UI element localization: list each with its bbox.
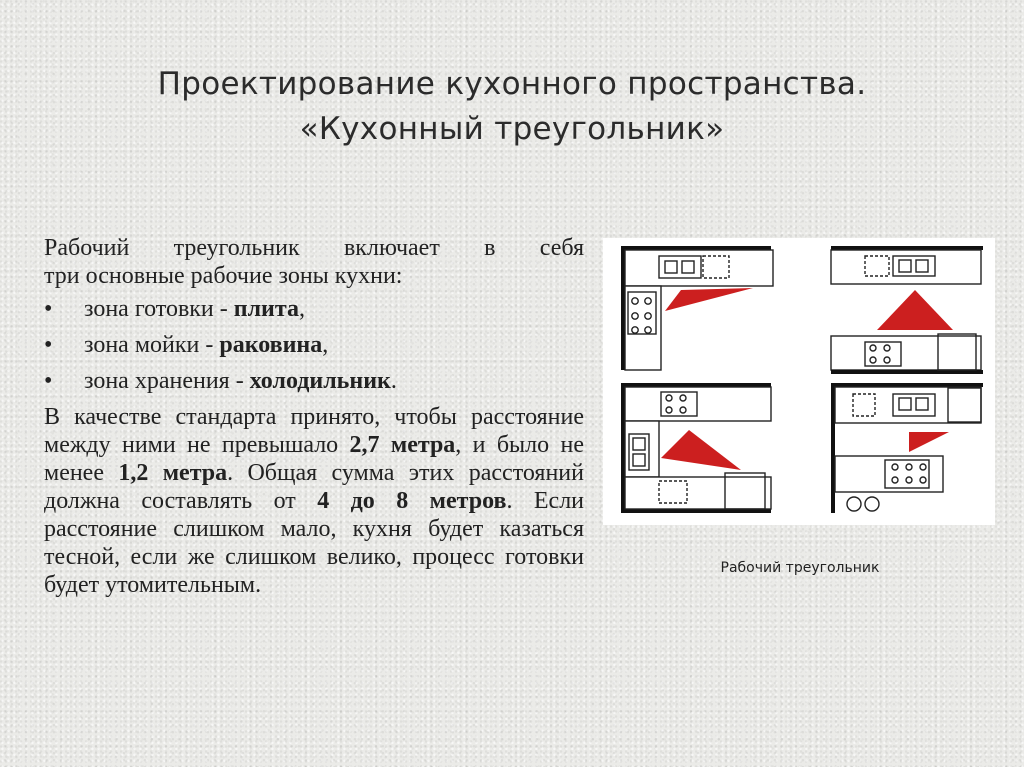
title-line-1: Проектирование кухонного пространства.: [157, 66, 867, 102]
red-triangle: [877, 290, 953, 330]
list-item-punct: ,: [322, 332, 329, 358]
total-distance: 4 до 8 метров: [317, 488, 507, 514]
list-item: [44, 295, 584, 323]
intro-line-2: три основные рабочие зоны кухни:: [44, 263, 403, 289]
paragraph-text: . Общая сумма этих расстояний должна составлять от: [44, 460, 584, 514]
list-item-bold: холодильник: [249, 368, 391, 394]
title-line-2: «Кухонный треугольник»: [299, 111, 725, 147]
layout-l-shape: [621, 246, 773, 370]
list-item: [44, 367, 584, 395]
page-title: [0, 62, 1024, 152]
list-item-bold: раковина: [219, 332, 323, 358]
layout-island: [831, 383, 983, 513]
red-triangle: [661, 430, 741, 470]
max-distance: 2,7 метра: [349, 432, 456, 458]
list-item-bold: плита: [233, 296, 299, 322]
paragraph-text: . Если расстояние слишком мало, кухня будет казаться тесной, если же слишком велико, процесс готовки будет утомительным.: [44, 488, 585, 598]
red-triangle: [665, 288, 753, 311]
paragraph-text: В качестве стандарта принято, чтобы расстояние между ними не превышало: [44, 404, 584, 458]
bullet-marker: •: [44, 368, 53, 394]
red-triangle: [909, 432, 949, 452]
zone-list: [44, 295, 584, 395]
list-item-text: зона мойки -: [84, 332, 220, 358]
list-item-text: зона хранения -: [84, 368, 250, 394]
min-distance: 1,2 метра: [118, 460, 228, 486]
kitchen-triangle-figure: [603, 238, 995, 525]
list-item-text: зона готовки -: [84, 296, 234, 322]
bullet-marker: •: [44, 332, 53, 358]
list-item-punct: .: [390, 368, 397, 394]
intro-text-2: [44, 262, 584, 290]
figure-caption: Рабочий треугольник: [720, 560, 880, 576]
intro-text: [44, 234, 584, 262]
layout-parallel: [831, 246, 983, 374]
standard-paragraph: [44, 403, 584, 599]
layout-u-shape: [621, 383, 771, 513]
kitchen-layouts-diagram: [603, 238, 995, 525]
bullet-marker: •: [44, 296, 53, 322]
intro-line-1: Рабочий треугольник включает в себя: [44, 235, 584, 261]
paragraph-text: , и было не менее: [44, 432, 584, 486]
list-item: [44, 331, 584, 359]
list-item-punct: ,: [298, 296, 305, 322]
body-text: [44, 234, 584, 599]
